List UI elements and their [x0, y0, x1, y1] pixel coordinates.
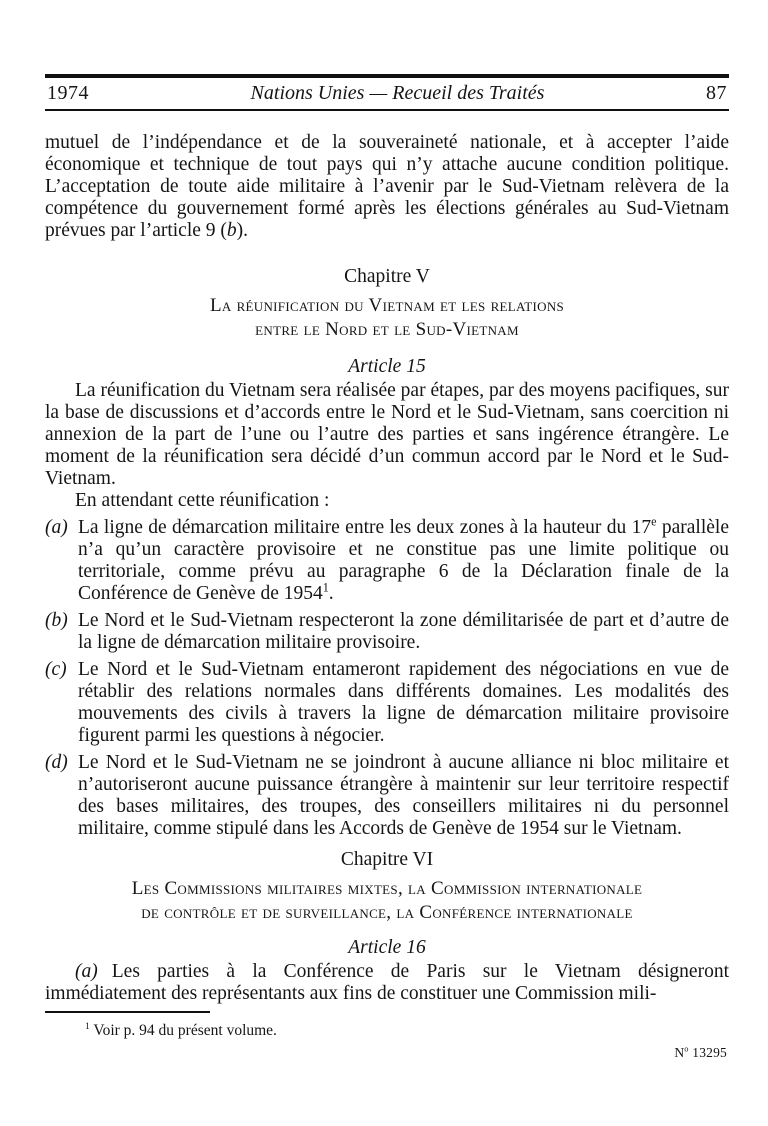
chapter-vi-heading: Chapitre VI — [340, 849, 434, 870]
list-item-a-t2: parallèle n’a qu’un caractère provisoire et ne constitue pas une limite politique ou territoriale, comme prévu au paragraphe 6 de la Déclaration finale de la Conférence de Genève de 1954 — [78, 517, 729, 604]
article-16-paragraph-text: Les parties à la Conférence de Paris sur le Vietnam désigneront immédiatement des représentants aux fins de constituer une Commission mili- — [45, 961, 729, 1004]
chapter-vi-subtitle-line2: de contrôle et de surveillance, la Conférence internationale — [141, 902, 633, 923]
list-item-c — [45, 659, 729, 747]
header-page-number: 87 — [706, 82, 727, 104]
footnote-marker: 1 — [85, 1020, 90, 1032]
article-15-paragraph-1: La réunification du Vietnam sera réalisée par étapes, par des moyens pacifiques, sur la base de discussions et d’accords entre le Nord et le Sud-Vietnam, sans coercition ni annexion de la part de l’une ou l’autre des parties et sans ingérence étrangère. Le moment de la réunification sera décidé d’un commun accord par le Nord et le Sud-Vietnam. — [45, 380, 729, 489]
treaty-number-sup-o: o — [684, 1044, 689, 1054]
article-16-heading: Article 16 — [348, 937, 426, 958]
continuation-text-end: ). — [236, 220, 249, 241]
footnote-text: Voir p. 94 du présent volume. — [89, 1022, 277, 1039]
list-item-d-label: (d) — [45, 752, 68, 773]
list-item-d-text: Le Nord et le Sud-Vietnam ne se joindront à aucune alliance ni bloc militaire et n’autoriseront aucune puissance étrangère à maintenir sur leur territoire respectif des bases militaires, des troupes, des conseillers militaires ni du personnel militaire, comme stipulé dans les Accords de Genève de 1954 sur le Vietnam. — [78, 752, 729, 839]
header-bottom-rule — [45, 109, 729, 111]
chapter-v-subtitle-line1: La réunification du Vietnam et les relations — [209, 295, 565, 316]
list-item-b-label: (b) — [45, 610, 68, 631]
header-journal-title: Nations Unies — Recueil des Traités — [250, 82, 545, 104]
list-item-c-label: (c) — [45, 659, 67, 680]
chapter-vi-subtitle — [45, 877, 729, 925]
chapter-vi-subtitle-line1: Les Commissions militaires mixtes, la Commission internationale — [131, 878, 643, 899]
chapter-v-subtitle — [45, 294, 729, 342]
list-item-b — [45, 610, 729, 654]
treaty-number-value: 13295 — [688, 1045, 727, 1060]
article-16-paragraph-label: (a) — [75, 961, 98, 982]
list-item-a-t1: La ligne de démarcation militaire entre les deux zones à la hauteur du 17 — [78, 517, 652, 538]
list-item-c-text: Le Nord et le Sud-Vietnam entameront rapidement des négociations en vue de rétablir des relations normales dans différents domaines. Les modalités des mouvements des civils à travers la ligne de démarcation militaire provisoire figurent parmi les questions à négocier. — [78, 659, 729, 746]
list-item-a-text — [78, 514, 729, 605]
running-header — [45, 74, 729, 111]
article-15-paragraph-2: En attendant cette réunification : — [75, 490, 330, 511]
article-15-list — [45, 514, 729, 840]
list-item-a-footnote-ref: 1 — [322, 580, 329, 595]
footnote — [45, 1021, 729, 1040]
list-item-a-t3: . — [328, 583, 334, 604]
list-item-a — [45, 514, 729, 605]
list-item-b-text: Le Nord et le Sud-Vietnam respecteront la zone démilitarisée de part et d’autre de la ligne de démarcation militaire provisoire. — [78, 610, 729, 653]
article-15-heading: Article 15 — [348, 356, 426, 377]
continuation-text: mutuel de l’indépendance et de la souveraineté nationale, et à accepter l’aide économique et technique de tout pays qui n’y attache aucune condition politique. L’acceptation de toute aide militaire à l’avenir par le Sud-Vietnam relèvera de la compétence du gouvernement formé après les élections générales au Sud-Vietnam prévues par l’article 9 ( — [45, 132, 729, 241]
article-16-paragraph — [45, 961, 729, 1005]
list-item-a-sup-e: e — [651, 514, 657, 529]
chapter-v-heading: Chapitre V — [344, 266, 430, 287]
header-year: 1974 — [47, 82, 89, 104]
treaty-number — [45, 1044, 729, 1062]
article-ref-italic: b — [226, 220, 237, 241]
list-item-a-label: (a) — [45, 517, 68, 538]
treaty-number-prefix: N — [674, 1045, 685, 1060]
chapter-v-subtitle-line2: entre le Nord et le Sud-Vietnam — [255, 319, 519, 340]
header-row — [45, 78, 729, 109]
continuation-paragraph — [45, 132, 729, 242]
footnote-separator-rule — [45, 1011, 210, 1013]
list-item-d — [45, 752, 729, 840]
